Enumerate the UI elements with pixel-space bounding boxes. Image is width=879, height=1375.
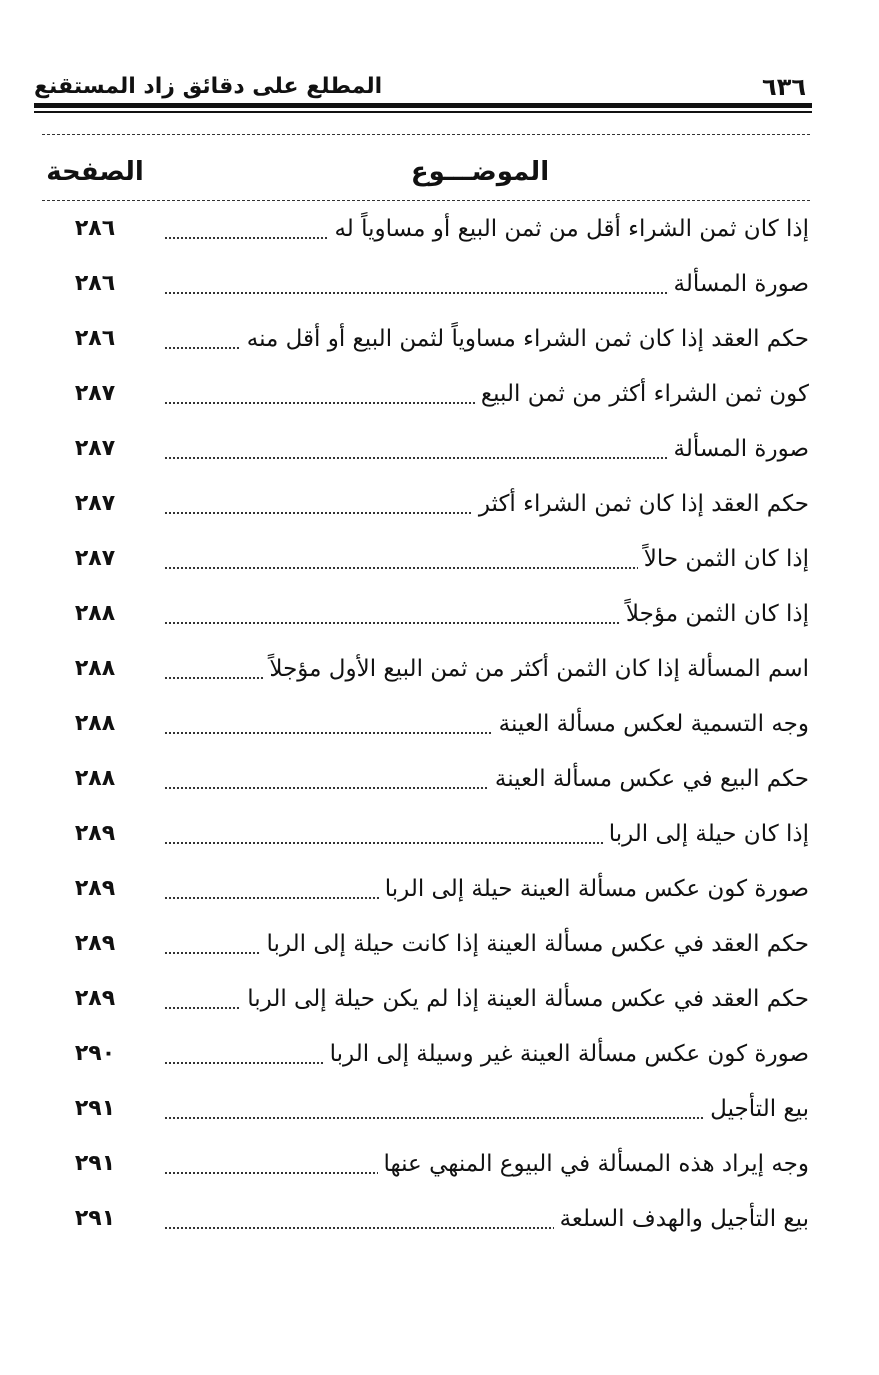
toc-entry (0, 313, 879, 367)
toc-entry-title: حكم العقد في عكس مسألة العينة إذا لم يكن حيلة إلى الربا (241, 981, 809, 1017)
toc-entry-page: ٢٨٧ (74, 381, 116, 406)
toc-entry-title: اسم المسألة إذا كان الثمن أكثر من ثمن البيع الأول مؤجلاً (263, 651, 809, 687)
toc-entry-page: ٢٨٨ (74, 766, 116, 791)
toc-entry (0, 588, 879, 642)
toc-entry (0, 368, 879, 422)
toc-entry-page: ٢٩١ (74, 1151, 116, 1176)
page-number: ٦٣٦ (762, 73, 806, 101)
book-title: المطلع على دقائق زاد المستقنع (34, 74, 383, 99)
toc-entry-page: ٢٨٩ (74, 876, 116, 901)
toc-entry-page: ٢٨٩ (74, 821, 116, 846)
toc-entry (0, 1083, 879, 1137)
page-column-heading: الصفحة (46, 157, 144, 187)
toc-entry-title: حكم العقد في عكس مسألة العينة إذا كانت حيلة إلى الربا (261, 926, 809, 962)
toc-entry (0, 203, 879, 257)
toc-entry-page: ٢٨٩ (74, 986, 116, 1011)
header-rule-thin (34, 111, 812, 113)
toc-entry (0, 258, 879, 312)
toc-entry (0, 863, 879, 917)
toc-entry (0, 533, 879, 587)
toc-entry-title: صورة المسألة (668, 266, 809, 302)
toc-entry-title: صورة المسألة (668, 431, 809, 467)
toc-entry-title: صورة كون عكس مسألة العينة حيلة إلى الربا (379, 871, 809, 907)
dashed-divider-heading (42, 200, 810, 201)
toc-entry-page: ٢٩٠ (74, 1041, 116, 1066)
toc-entry-page: ٢٨٦ (74, 216, 116, 241)
toc-entry (0, 478, 879, 532)
toc-entry (0, 808, 879, 862)
toc-entry (0, 973, 879, 1027)
toc-entry-title: وجه إيراد هذه المسألة في البيوع المنهي عنها (378, 1146, 810, 1182)
toc-entry-title: كون ثمن الشراء أكثر من ثمن البيع (475, 376, 809, 412)
toc-entry-page: ٢٨٧ (74, 546, 116, 571)
toc-entry-page: ٢٨٨ (74, 656, 116, 681)
toc-entry (0, 423, 879, 477)
toc-entry-title: إذا كان الثمن مؤجلاً (620, 596, 809, 632)
toc-entry-title: صورة كون عكس مسألة العينة غير وسيلة إلى الربا (324, 1036, 809, 1072)
topic-column-heading: الموضـــوع (410, 157, 550, 187)
toc-entry-title: حكم العقد إذا كان ثمن الشراء مساوياً لثمن البيع أو أقل منه (241, 321, 809, 357)
toc-entry-page: ٢٨٨ (74, 601, 116, 626)
toc-entry-title: بيع التأجيل (704, 1091, 809, 1127)
running-header (34, 68, 812, 102)
toc-entry-title: بيع التأجيل والهدف السلعة (554, 1201, 809, 1237)
toc-entry-title: إذا كان حيلة إلى الربا (603, 816, 809, 852)
toc-entry-title: وجه التسمية لعكس مسألة العينة (493, 706, 809, 742)
toc-entry (0, 698, 879, 752)
toc-entry-page: ٢٩١ (74, 1096, 116, 1121)
dashed-divider-top (42, 134, 810, 135)
toc-entry-title: إذا كان الثمن حالاً (638, 541, 809, 577)
toc-entry (0, 753, 879, 807)
toc-entry-title: حكم العقد إذا كان ثمن الشراء أكثر (473, 486, 809, 522)
toc-entry (0, 918, 879, 972)
toc-entry-title: حكم البيع في عكس مسألة العينة (489, 761, 809, 797)
toc-entry-page: ٢٨٧ (74, 436, 116, 461)
toc-entry-page: ٢٨٩ (74, 931, 116, 956)
toc-entry (0, 1193, 879, 1247)
toc-entry (0, 1138, 879, 1192)
toc-entry-page: ٢٨٧ (74, 491, 116, 516)
header-rule-thick (34, 103, 812, 108)
toc-entry-title: إذا كان ثمن الشراء أقل من ثمن البيع أو مساوياً له (328, 211, 809, 247)
toc-entry-page: ٢٨٦ (74, 326, 116, 351)
toc-entry-page: ٢٩١ (74, 1206, 116, 1231)
toc-entry (0, 643, 879, 697)
toc-entry-page: ٢٨٦ (74, 271, 116, 296)
toc-entry (0, 1028, 879, 1082)
toc-entry-page: ٢٨٨ (74, 711, 116, 736)
